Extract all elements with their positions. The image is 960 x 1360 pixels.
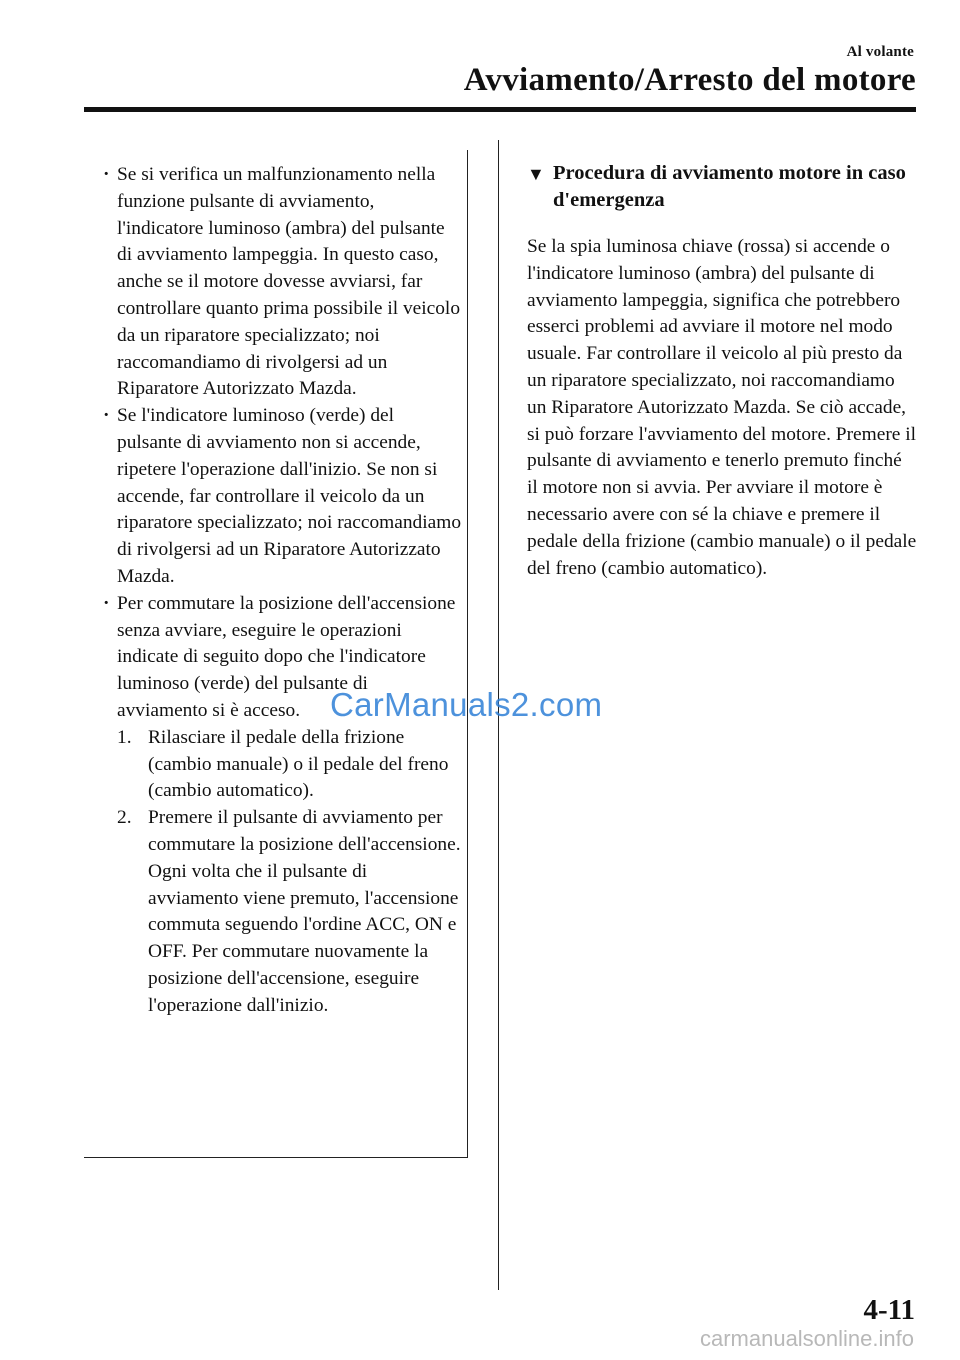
step-number: 2.: [117, 807, 132, 829]
triangle-down-icon: ▼: [527, 164, 545, 184]
watermark: CarManuals2.com: [330, 686, 603, 723]
bullet-dot: ·: [103, 592, 110, 614]
section-heading: [527, 160, 917, 214]
step-number: 1.: [117, 726, 132, 748]
page-number: 4-11: [863, 1294, 915, 1326]
step-text: Premere il pulsante di avviamento per commutare la posizione dell'accensione. Ogni volta che il pulsante di avviamento viene premuto, l'accensione commuta seguendo l'ordine ACC, ON e OFF. Per commutare nuovamente la posizione dell'accensione, eseguire l'operazione dall'inizio.: [148, 807, 461, 1016]
bullet-dot: ·: [103, 405, 110, 427]
section-body: Se la spia luminosa chiave (rossa) si accende o l'indicatore luminoso (ambra) del pulsante di avviamento lampeggia, significa che potrebbero esserci problemi ad avviare il motore nel modo usuale. Far controllare il veicolo al più presto da un riparatore specializzato, noi raccomandiamo un Riparatore Autorizzato Mazda. Se ciò accade, si può forzare l'avviamento del motore. Premere il pulsante di avviamento e tenerlo premuto finché il motore non si avvia. Per avviare il motore è necessario avere con sé la chiave e premere il pedale della frizione (cambio manuale) o il pedale del freno (cambio automatico).: [527, 236, 917, 579]
bullet-text: Per commutare la posizione dell'accensione senza avviare, eseguire le operazioni indicate di seguito dopo che l'indicatore luminoso (verde) del pulsante di avviamento si è acceso.: [117, 592, 456, 721]
bullet-dot: ·: [103, 164, 110, 185]
step-text: Rilasciare il pedale della frizione (cambio manuale) o il pedale del freno (cambio automatico).: [148, 726, 449, 802]
step-list: [117, 725, 462, 1020]
bullet-item: [100, 591, 462, 1020]
note-bullets: [100, 162, 462, 1020]
bullet-text: Se l'indicatore luminoso (verde) del pulsante di avviamento non si accende, ripetere l'operazione dall'inizio. Se non si accende, far controllare il veicolo da un riparatore specializzato; noi raccomandiamo di rivolgersi ad un Riparatore Autorizzato Mazda.: [117, 405, 462, 587]
page-title: Avviamento/Arresto del motore: [463, 62, 916, 98]
step-item: [117, 725, 462, 805]
bullet-item: [100, 403, 462, 591]
right-column: [527, 160, 917, 582]
bullet-text: Se si verifica un malfunzionamento nella funzione pulsante di avviamento, l'indicatore luminoso (ambra) del pulsante di avviamento lampeggia. In questo caso, anche se il motore dovesse avviarsi, far controllare quanto prima possibile il veicolo da un riparatore specializzato; noi raccomandiamo di rivolgersi ad un Riparatore Autorizzato Mazda.: [117, 164, 461, 400]
section-heading-text: Procedura di avviamento motore in caso d'emergenza: [553, 162, 906, 211]
step-item: [117, 805, 462, 1019]
header-rule: [84, 107, 916, 112]
section-label: Al volante: [846, 44, 914, 60]
bullet-item: [100, 162, 462, 403]
footer-watermark: carmanualsonline.info: [699, 1326, 914, 1351]
